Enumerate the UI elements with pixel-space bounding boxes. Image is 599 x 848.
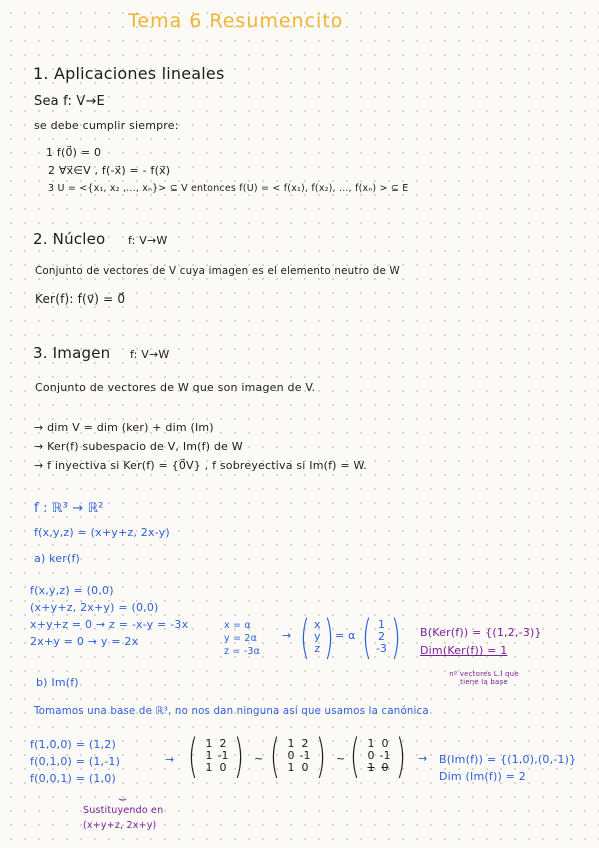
section-1-heading: 1. Aplicaciones lineales bbox=[33, 64, 225, 83]
kernel-definition: Ker(f): f(v⃗) = 0⃗ bbox=[35, 292, 126, 306]
matrix-3: ( 1 0 0 -1 1 0 ) bbox=[350, 729, 406, 783]
kernel-step-2: (x+y+z, 2x+y) = (0,0) bbox=[30, 601, 159, 614]
page-title: Tema 6 Resumencito bbox=[128, 10, 344, 32]
image-vector-2: f(0,1,0) = (1,-1) bbox=[30, 755, 121, 768]
kernel-dimension: Dim(Ker(f)) = 1 bbox=[420, 644, 508, 657]
bullet-injective: → f inyectiva si Ker(f) = {0⃗V} , f sobreyectiva si Im(f) = W. bbox=[34, 459, 367, 472]
kernel-basis: B(Ker(f)) = {(1,2,-3)} bbox=[420, 626, 542, 639]
bullet-dimension: → dim V = dim (ker) + dim (Im) bbox=[34, 421, 214, 434]
property-1: 1 f(0⃗) = 0 bbox=[46, 146, 102, 159]
part-b-text: Tomamos una base de ℝ³, no nos dan ninguna así que usamos la canónica bbox=[34, 706, 429, 717]
matrix-1: ( 1 2 1 -1 1 0 ) bbox=[188, 729, 244, 783]
linear-independence-note: nº vectores L.I que tiene la base bbox=[449, 670, 519, 686]
section-2-description: Conjunto de vectores de V cuya imagen es el elemento neutro de W bbox=[35, 265, 400, 277]
brace-icon: ⌣ bbox=[118, 791, 128, 807]
section-1-definition: Sea f: V→E bbox=[34, 94, 105, 109]
kernel-step-3: x+y+z = 0 → z = -x-y = -3x bbox=[30, 618, 189, 631]
image-vector-1: f(1,0,0) = (1,2) bbox=[30, 738, 116, 751]
equivalence-2: ~ bbox=[336, 752, 346, 765]
property-3: 3 U = <{x₁, x₂ ,..., xₙ}> ⊆ V entonces f(U) = < f(x₁), f(x₂), ..., f(xₙ) > ⊆ E bbox=[48, 183, 409, 194]
vector-x: x bbox=[313, 618, 321, 631]
kernel-step-4: 2x+y = 0 → y = 2x bbox=[30, 635, 139, 648]
image-vector-3: f(0,0,1) = (1,0) bbox=[30, 772, 116, 785]
equivalence-1: ~ bbox=[254, 752, 264, 765]
vector-y: y bbox=[313, 630, 321, 643]
image-dimension: Dim (Im(f)) = 2 bbox=[439, 770, 526, 783]
section-1-must: se debe cumplir siempre: bbox=[34, 119, 179, 132]
example-map: f : ℝ³ → ℝ² bbox=[34, 501, 104, 516]
matrix-arrow: → bbox=[165, 753, 175, 766]
vector-arrow: → bbox=[282, 629, 292, 642]
matrix-2: ( 1 2 0 -1 1 0 ) bbox=[270, 729, 326, 783]
section-3-map: f: V→W bbox=[130, 348, 170, 361]
substitution-note-1: Sustituyendo en bbox=[83, 805, 164, 816]
direction-3: -3 bbox=[375, 642, 387, 655]
param-x: x = α bbox=[224, 620, 251, 631]
kernel-step-1: f(x,y,z) = (0,0) bbox=[30, 584, 114, 597]
property-2: 2 ∀x⃗∈V , f(-x⃗) = - f(x⃗) bbox=[48, 164, 171, 177]
substitution-note-2: (x+y+z, 2x+y) bbox=[83, 820, 157, 831]
part-a-label: a) ker(f) bbox=[34, 552, 81, 565]
vector-z: z bbox=[314, 642, 321, 655]
vector-equals-alpha: = α bbox=[335, 629, 356, 642]
section-3-heading: 3. Imagen bbox=[33, 344, 111, 362]
vector-xyz: ( x y z ) bbox=[300, 610, 335, 664]
param-z: z = -3α bbox=[224, 646, 261, 657]
bullet-subspace: → Ker(f) subespacio de V, Im(f) de W bbox=[34, 440, 243, 453]
section-2-map: f: V→W bbox=[128, 234, 168, 247]
direction-2: 2 bbox=[377, 630, 385, 643]
part-b-label: b) Im(f) bbox=[36, 676, 79, 689]
example-function: f(x,y,z) = (x+y+z, 2x-y) bbox=[34, 526, 170, 539]
section-2-heading: 2. Núcleo bbox=[33, 230, 106, 248]
vector-direction: ( 1 2 -3 ) bbox=[362, 610, 401, 664]
section-3-description: Conjunto de vectores de W que son imagen de V. bbox=[35, 381, 316, 394]
direction-1: 1 bbox=[377, 618, 385, 631]
result-arrow: → bbox=[418, 752, 428, 765]
image-basis: B(Im(f)) = {(1,0),(0,-1)} bbox=[439, 753, 577, 766]
param-y: y = 2α bbox=[224, 633, 258, 644]
